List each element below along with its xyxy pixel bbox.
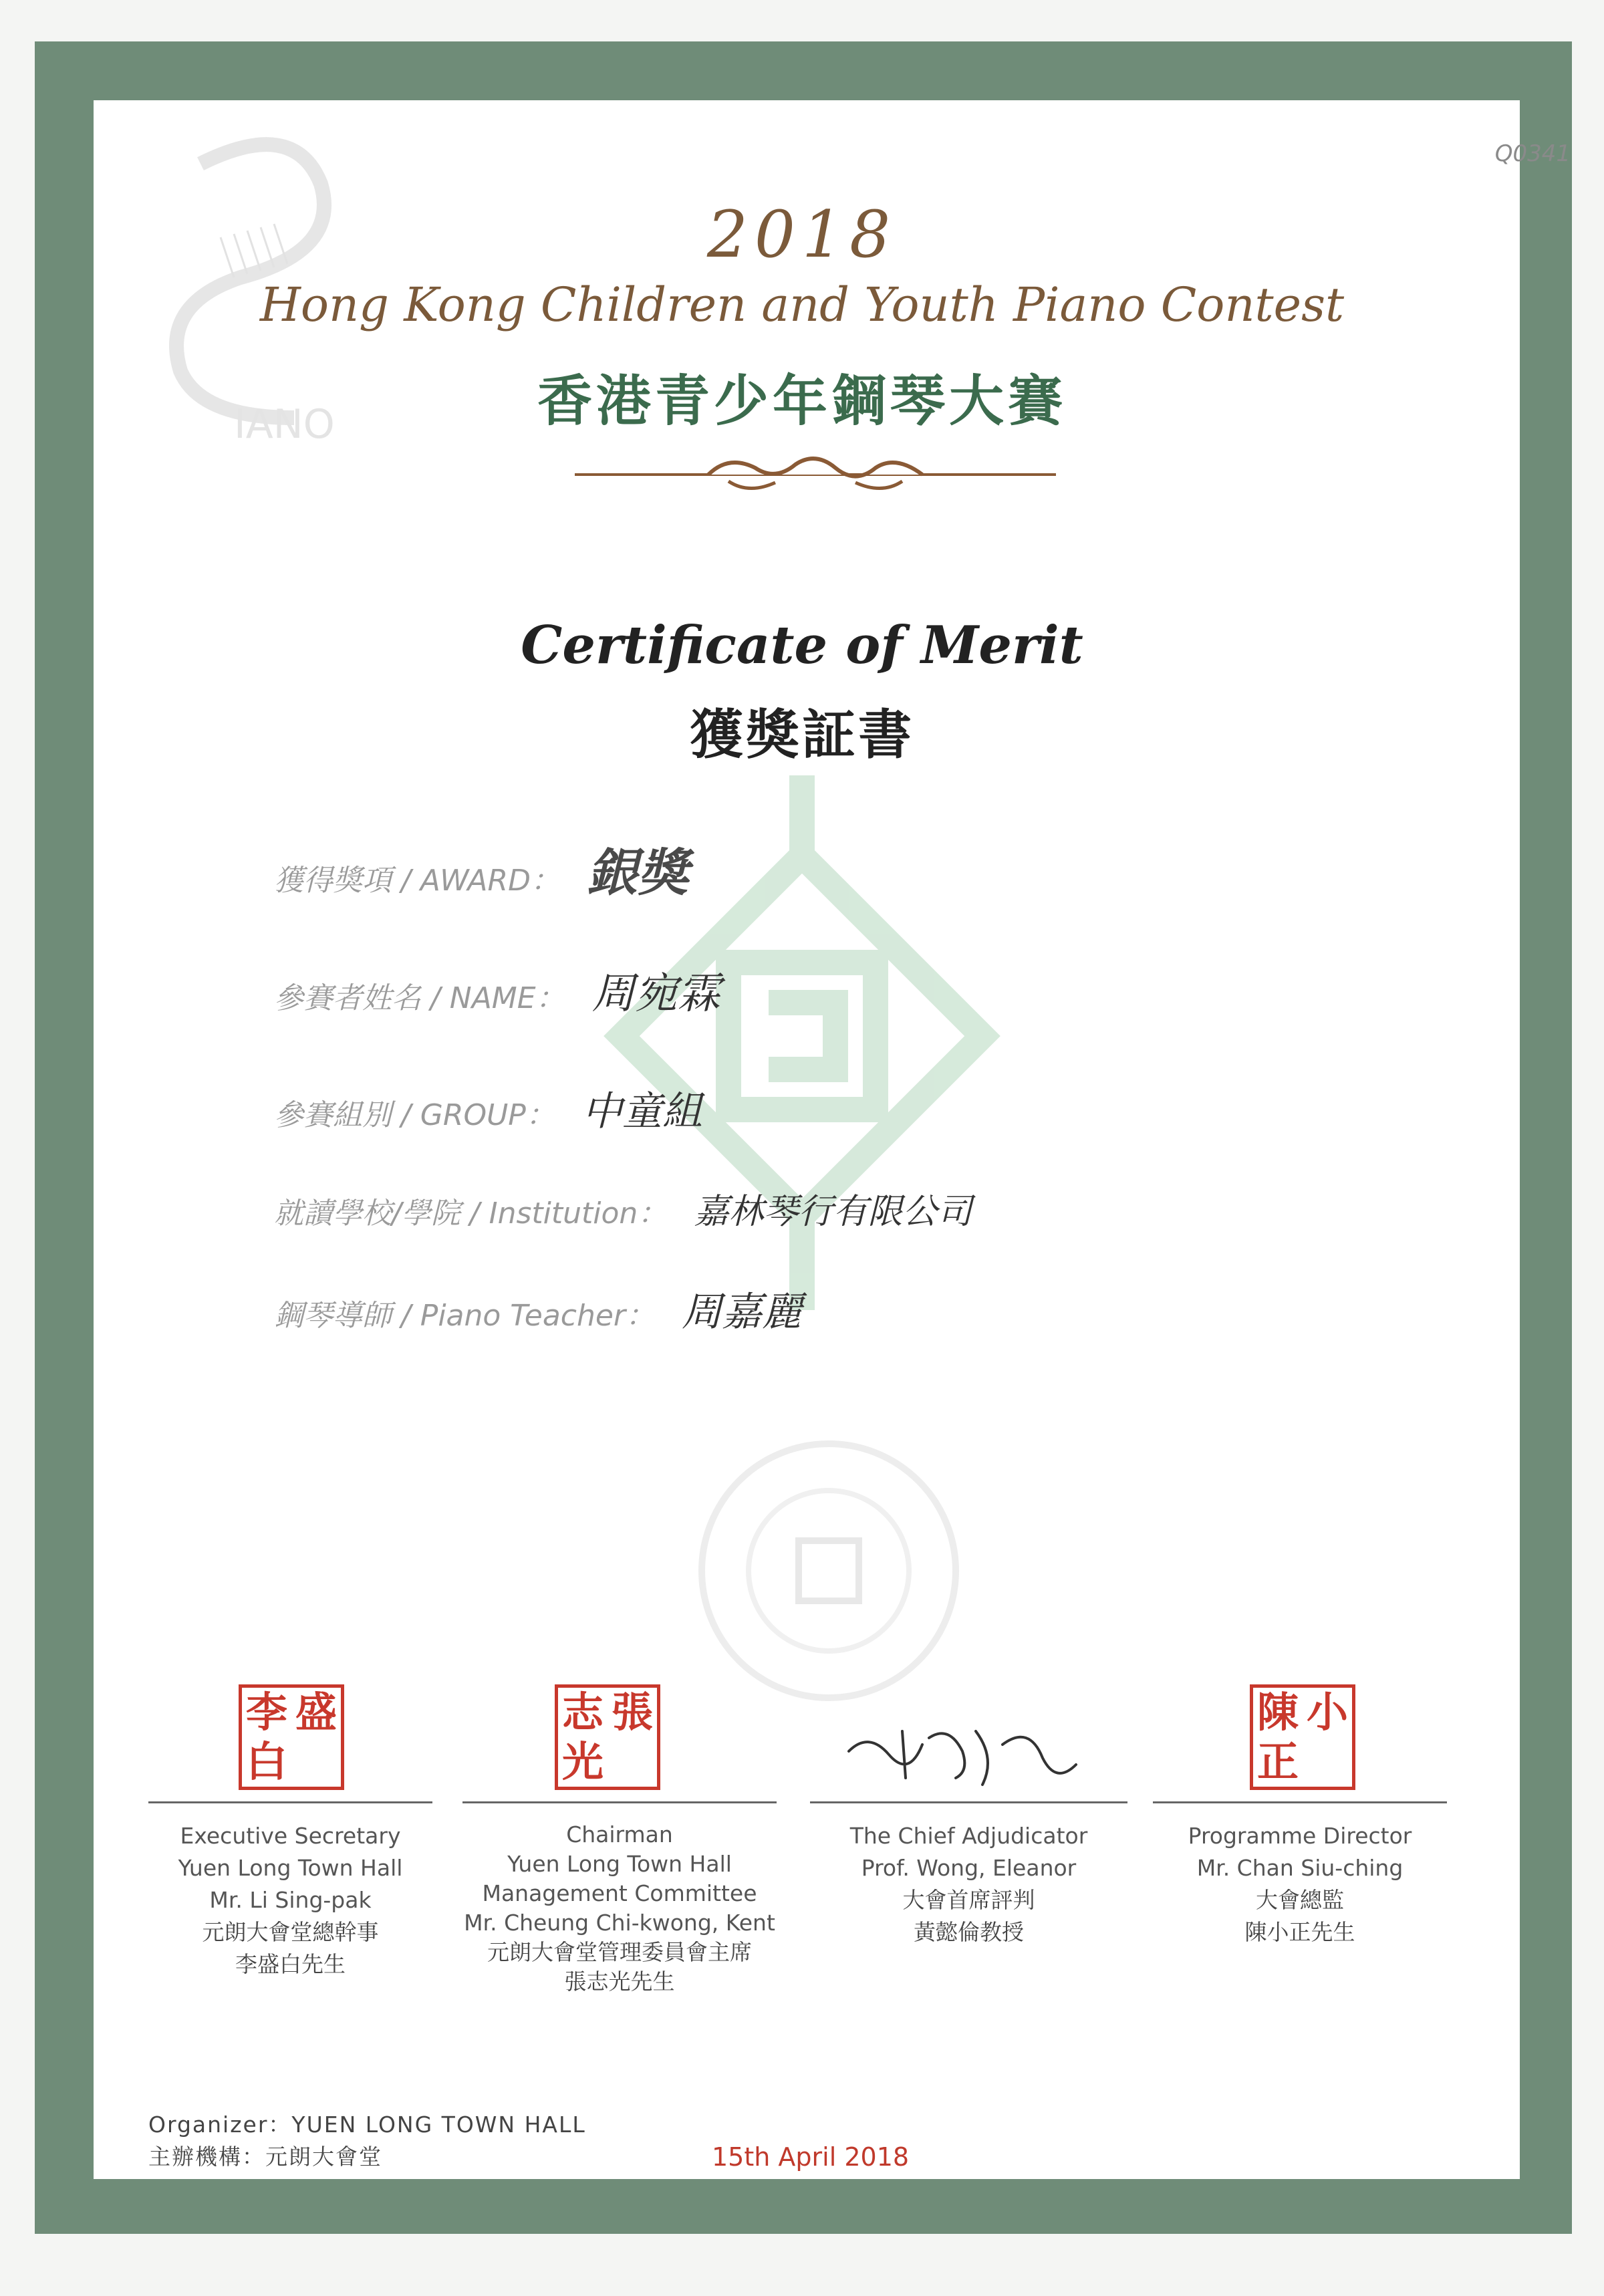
name-field bbox=[274, 959, 720, 1021]
signatory-chairman: Chairman Yuen Long Town Hall Management Committee Mr. Cheung Chi-kwong, Kent 元朗大會堂管理委員會主席 張志光先生 bbox=[464, 1821, 775, 1995]
svg-text:IANO: IANO bbox=[234, 401, 335, 448]
institution-value: 嘉林琴行有限公司 bbox=[694, 1192, 972, 1232]
name-label: 參賽者姓名 / NAME： bbox=[274, 981, 565, 1015]
red-seal-programme-director: 陳 小 正 bbox=[1250, 1684, 1355, 1790]
signature-line bbox=[148, 1801, 432, 1803]
ornamental-divider bbox=[575, 441, 1056, 508]
contest-title-en: Hong Kong Children and Youth Piano Contest bbox=[259, 277, 1345, 332]
signatory-programme-director: Programme Director Mr. Chan Siu-ching 大會總監 陳小正先生 bbox=[1188, 1823, 1412, 1945]
red-seal-chairman: 志 張 光 bbox=[555, 1684, 660, 1790]
contest-title-zh: 香港青少年鋼琴大賽 bbox=[537, 369, 1067, 433]
embossed-seal bbox=[668, 1430, 989, 1711]
teacher-label: 鋼琴導師 / Piano Teacher： bbox=[274, 1299, 656, 1333]
handwritten-signature bbox=[842, 1704, 1083, 1798]
certificate-title-zh: 獲獎証書 bbox=[690, 703, 914, 766]
signatory-chief-adjudicator: The Chief Adjudicator Prof. Wong, Eleanor 大會首席評判 黃懿倫教授 bbox=[849, 1823, 1088, 1945]
organizer-zh: 主辦機構：元朗大會堂 bbox=[148, 2144, 382, 2170]
name-value: 周宛霖 bbox=[591, 969, 720, 1019]
award-label: 獲得獎項 / AWARD： bbox=[274, 864, 560, 898]
award-value: 銀獎 bbox=[587, 843, 688, 902]
issue-date: 15th April 2018 bbox=[712, 2142, 910, 2172]
red-seal-executive-secretary: 李 盛 白 bbox=[239, 1684, 344, 1790]
signature-line bbox=[810, 1801, 1127, 1803]
contest-year: 2018 bbox=[706, 197, 898, 272]
award-field bbox=[274, 832, 688, 905]
signature-line bbox=[462, 1801, 777, 1803]
teacher-value: 周嘉麗 bbox=[682, 1289, 803, 1335]
signatory-executive-secretary: Executive Secretary Yuen Long Town Hall Mr. Li Sing-pak 元朗大會堂總幹事 李盛白先生 bbox=[178, 1823, 403, 1977]
group-field bbox=[274, 1079, 702, 1137]
certificate-title-en: Certificate of Merit bbox=[521, 615, 1083, 676]
signature-line bbox=[1153, 1801, 1447, 1803]
institution-field bbox=[274, 1183, 972, 1233]
institution-label: 就讀學校/學院 / Institution： bbox=[274, 1196, 668, 1231]
organizer-en: Organizer：YUEN LONG TOWN HALL bbox=[148, 2112, 586, 2138]
teacher-field bbox=[274, 1280, 802, 1337]
group-value: 中童組 bbox=[581, 1088, 702, 1135]
group-label: 參賽組別 / GROUP： bbox=[274, 1098, 555, 1132]
serial-number: Q0341 bbox=[1494, 140, 1571, 167]
organizer bbox=[148, 2109, 586, 2173]
